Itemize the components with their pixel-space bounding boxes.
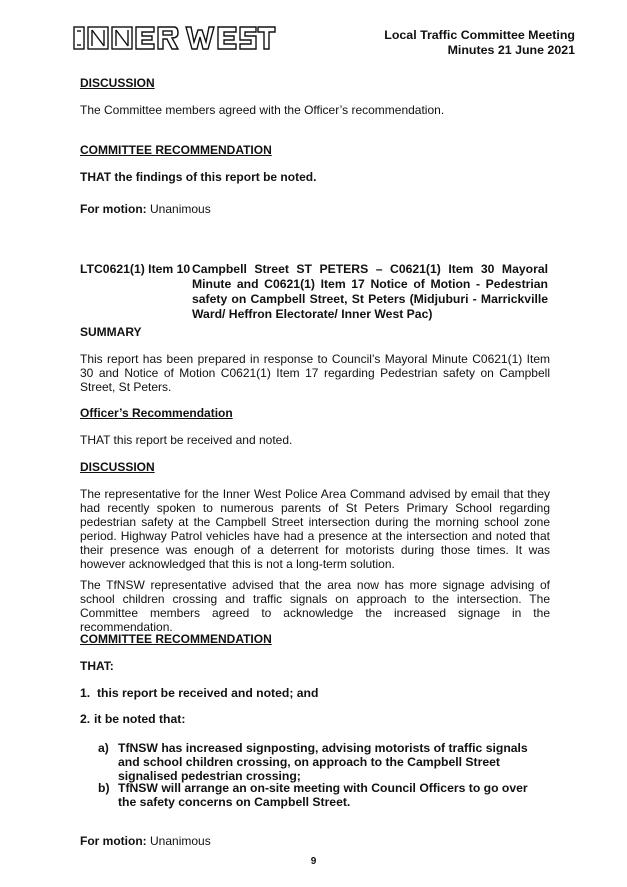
rec-1-number: 1. <box>80 686 91 700</box>
item-for-motion <box>80 835 550 849</box>
item-label: LTC0621(1) Item 10 <box>80 262 191 276</box>
for-motion-label: For motion: <box>80 202 147 216</box>
officer-recommendation-heading: Officer’s Recommendation <box>80 406 233 420</box>
for-motion-value: Unanimous <box>150 202 211 216</box>
page-number: 9 <box>310 856 317 867</box>
rec-2-text: it be noted that: <box>94 712 186 726</box>
item-recommendation-heading: COMMITTEE RECOMMENDATION <box>80 632 272 646</box>
summary-heading: SUMMARY <box>80 325 142 339</box>
minutes-date: Minutes 21 June 2021 <box>447 43 575 57</box>
item-discussion-heading: DISCUSSION <box>80 460 155 474</box>
item-title: Campbell Street ST PETERS – C0621(1) Item 30 Mayoral Minute and C0621(1) Item 17 Notice of Motion - Pedestrian safety on Campbell Street, St Peters (Midjuburi - Marrickville Ward/ Heffron Electorate/ Inner West Pac) <box>192 262 548 321</box>
recommendation-text: THAT the findings of this report be noted. <box>80 170 317 184</box>
item-discussion-p1: The representative for the Inner West Police Area Command advised by email that they had recently spoken to numerous parents of St Peters Primary School regarding pedestrian safety at the Campbell Street intersection during the morning school zone period. Highway Patrol vehicles have had a presence at the intersection and noted that their presence was enough of a deterrent for motorists during those times. It was however acknowledged that this is not a long-term solution. <box>80 487 550 571</box>
sub-a-label: a) <box>98 741 109 755</box>
item-for-motion-value: Unanimous <box>150 834 211 848</box>
sub-b-text: TfNSW will arrange an on-site meeting with Council Officers to go over the safety concerns on Campbell Street. <box>118 781 528 809</box>
recommendation-heading: COMMITTEE RECOMMENDATION <box>80 143 272 157</box>
rec-2-number: 2. <box>80 712 91 726</box>
officer-recommendation-text: THAT this report be received and noted. <box>80 433 293 447</box>
discussion-text: The Committee members agreed with the Officer’s recommendation. <box>80 103 445 117</box>
for-motion <box>80 203 550 217</box>
item-for-motion-label: For motion: <box>80 834 147 848</box>
sub-a-text: TfNSW has increased signposting, advising motorists of traffic signals and school children crossing, on approach to the Campbell Street signalised pedestrian crossing; <box>118 741 528 783</box>
summary-text: This report has been prepared in response to Council’s Mayoral Minute C0621(1) Item 30 and Notice of Motion C0621(1) Item 17 regarding Pedestrian safety on Campbell Street, St Peters. <box>80 352 550 394</box>
sub-b-label: b) <box>98 781 110 795</box>
discussion-heading: DISCUSSION <box>80 76 155 90</box>
rec-1-text: this report be received and noted; and <box>97 686 319 700</box>
page-header <box>384 28 575 58</box>
inner-west-logo <box>72 24 276 52</box>
item-discussion-p2: The TfNSW representative advised that the area now has more signage advising of school children crossing and traffic signals on approach to the intersection. The Committee members agreed to acknowledge the increased signage in the recommendation. <box>80 578 550 634</box>
that-label: THAT: <box>80 659 114 673</box>
meeting-title: Local Traffic Committee Meeting <box>384 28 575 42</box>
